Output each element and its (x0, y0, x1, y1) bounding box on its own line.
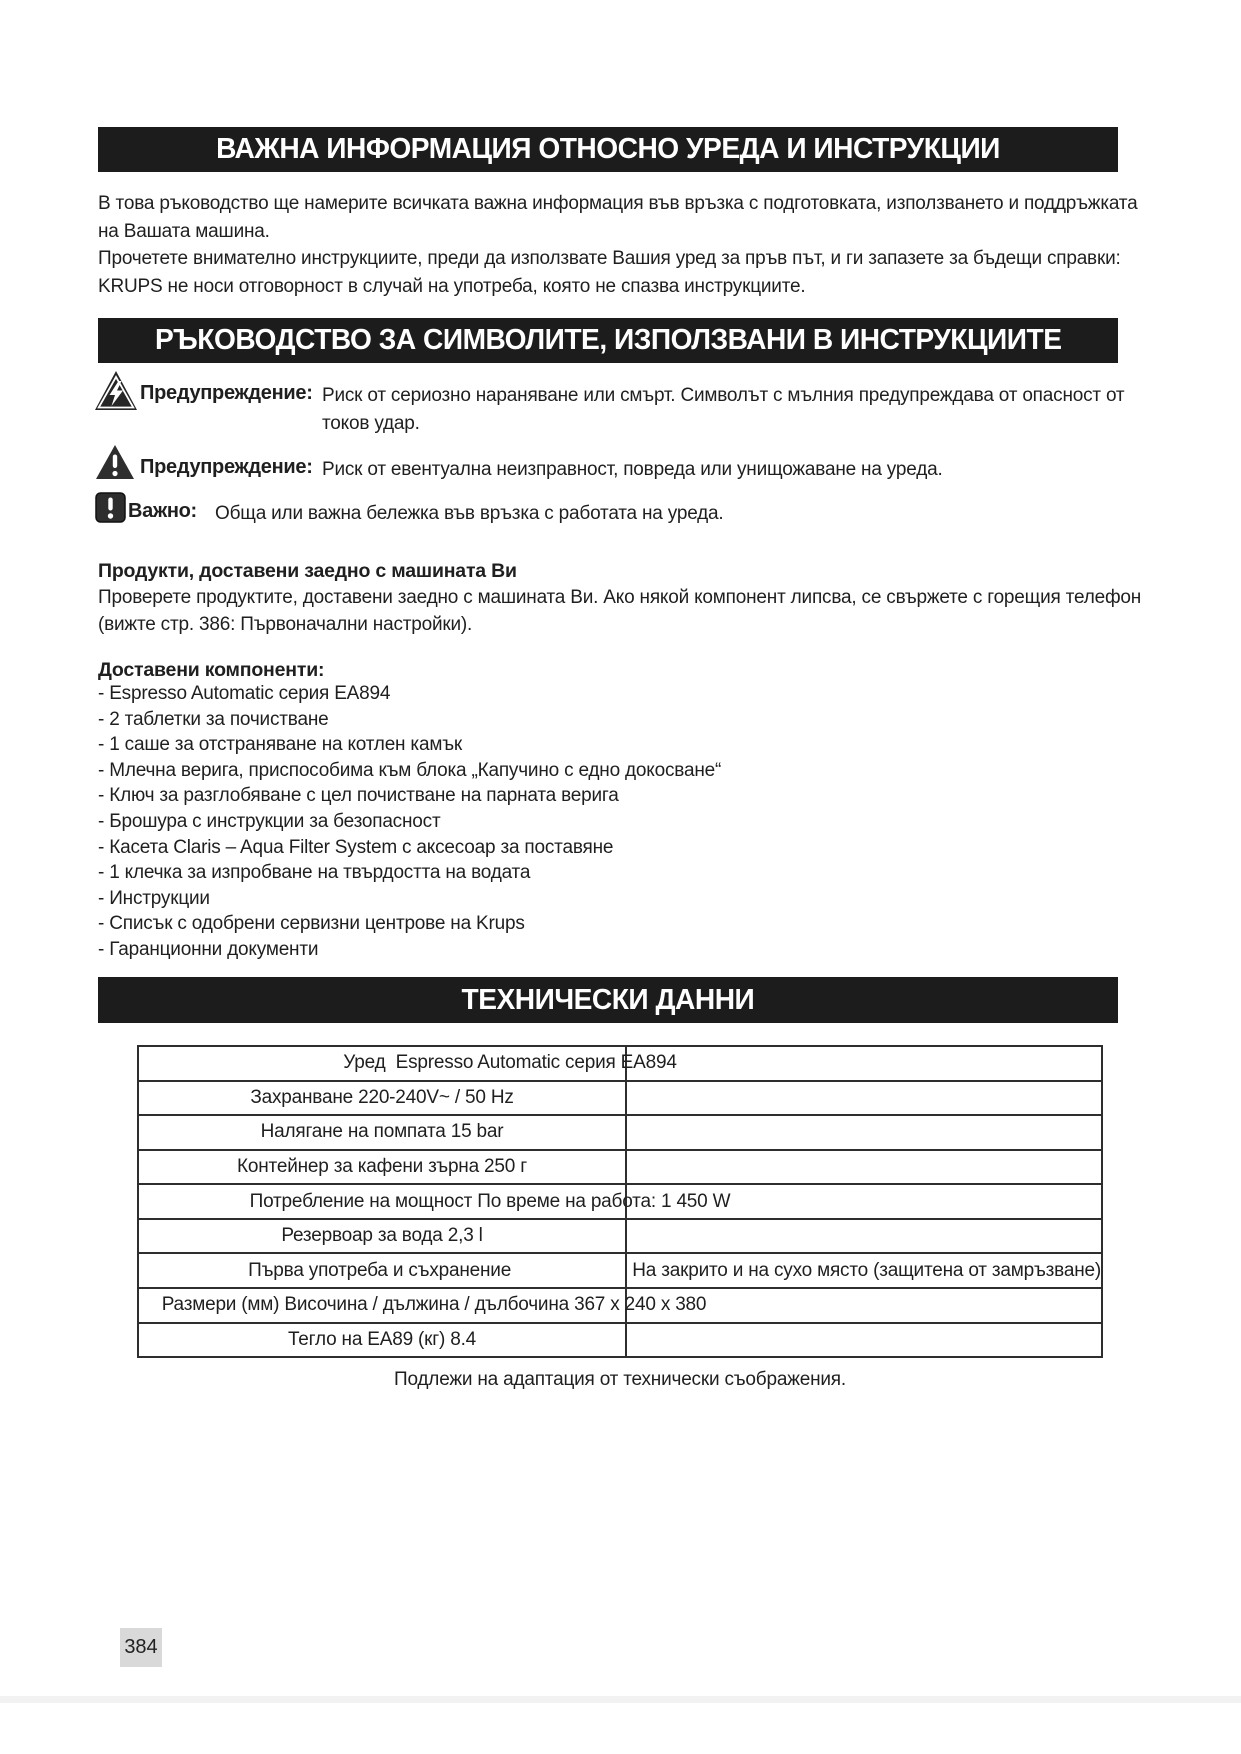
technical-data-table (137, 1045, 1103, 1358)
list-item: - Espresso Automatic серия EA894 (98, 683, 391, 704)
scan-artifact-band (0, 1696, 1241, 1703)
products-heading: Продукти, доставени заедно с машината Ви (98, 560, 517, 582)
exclamation-square-icon (95, 492, 126, 523)
section-title: РЪКОВОДСТВО ЗА СИМВОЛИТЕ, ИЗПОЛЗВАНИ В ИНСТРУКЦИИТЕ (154, 324, 1062, 356)
list-item: - Ключ за разглобяване с цел почистване на парната верига (98, 785, 619, 807)
list-item: - Списък с одобрени сервизни центрове на Krups (98, 913, 525, 935)
products-paragraph (98, 584, 1141, 638)
components-list (98, 681, 1148, 963)
warning-text-line: токов удар. (322, 413, 420, 434)
list-item: - 1 саше за отстраняване на котлен камък (98, 734, 462, 756)
table-cell-label: Тегло на EA89 (кг) 8.4 (287, 1328, 477, 1350)
important-text (215, 500, 723, 528)
section-header-important-info (98, 127, 1118, 172)
table-cell-label: Уред Espresso Automatic серия EA894 (343, 1052, 677, 1074)
table-cell-label: Размери (мм) Височина / дължина / дълбочина 367 x 240 x 380 (161, 1294, 707, 1316)
table-cell-label: Потребление на мощност По време на работа: 1 450 W (249, 1190, 731, 1212)
lightning-triangle-icon (94, 370, 138, 411)
table-cell-label: Захранване 220-240V~ / 50 Hz (250, 1086, 514, 1108)
list-item: - 2 таблетки за почистване (98, 708, 329, 730)
important-label: Важно: (128, 500, 197, 522)
section-header-technical-data (98, 977, 1118, 1023)
section-title: ВАЖНА ИНФОРМАЦИЯ ОТНОСНО УРЕДА И ИНСТРУКЦИИ (216, 133, 1000, 165)
table-cell-label: Контейнер за кафени зърна 250 г (237, 1155, 527, 1177)
paragraph-line: (вижте стр. 386: Първоначални настройки). (98, 614, 473, 635)
table-note: Подлежи на адаптация от технически съображения. (394, 1369, 846, 1390)
table-row (139, 1218, 1101, 1253)
table-cell-value: На закрито и на сухо място (защитена от замръзване) (632, 1259, 1101, 1281)
list-item: - Касета Claris – Aqua Filter System с аксесоар за поставяне (98, 836, 614, 858)
table-cell-label: Първа употреба и съхранение (248, 1259, 512, 1281)
paragraph-line: Проверете продуктите, доставени заедно с машината Ви. Ако някой компонент липсва, се свържете с горещия телефон (98, 587, 1142, 608)
components-heading: Доставени компоненти: (98, 659, 325, 681)
table-cell-label: Налягане на помпата 15 bar (260, 1121, 504, 1143)
table-row (139, 1322, 1101, 1357)
table-row (139, 1114, 1101, 1149)
table-cell-label: Резервоар за вода 2,3 l (281, 1225, 483, 1247)
table-row (139, 1183, 1101, 1218)
warning-label: Предупреждение: (140, 456, 313, 478)
warning-label: Предупреждение: (140, 382, 313, 404)
section-title: ТЕХНИЧЕСКИ ДАННИ (461, 983, 755, 1016)
important-text-line: Обща или важна бележка във връзка с работата на уреда. (215, 503, 724, 524)
table-row (139, 1287, 1101, 1322)
table-row (139, 1149, 1101, 1184)
paragraph-line: KRUPS не носи отговорност в случай на употреба, която не спазва инструкциите. (98, 275, 806, 297)
table-row (139, 1047, 1101, 1080)
warning-text (322, 382, 1124, 438)
paragraph-line: Прочетете внимателно инструкциите, преди да използвате Вашия уред за пръв път, и ги запазете за бъдещи справки: (98, 248, 1121, 269)
list-item: - Гаранционни документи (98, 938, 319, 960)
paragraph-line: В това ръководство ще намерите всичката важна информация във връзка с подготовката, използването и поддръжката (98, 193, 1138, 214)
table-row (139, 1252, 1101, 1287)
list-item: - 1 клечка за изпробване на твърдостта на водата (98, 862, 531, 884)
intro-paragraphs (98, 190, 1198, 300)
table-row (139, 1080, 1101, 1115)
list-item: - Брошура с инструкции за безопасност (98, 810, 441, 832)
list-item: - Инструкции (98, 887, 210, 909)
section-header-symbols-guide (98, 318, 1118, 363)
warning-text-line: Риск от сериозно нараняване или смърт. Символът с мълния предупреждава от опасност от (322, 385, 1125, 406)
page-number-badge: 384 (120, 1628, 162, 1667)
list-item: - Млечна верига, приспособима към блока „Капучино с едно докосване“ (98, 759, 722, 781)
warning-text-line: Риск от евентуална неизправност, повреда или унищожаване на уреда. (322, 459, 943, 480)
paragraph-line: на Вашата машина. (98, 220, 270, 242)
exclamation-triangle-icon (95, 444, 135, 480)
warning-text (322, 456, 943, 484)
